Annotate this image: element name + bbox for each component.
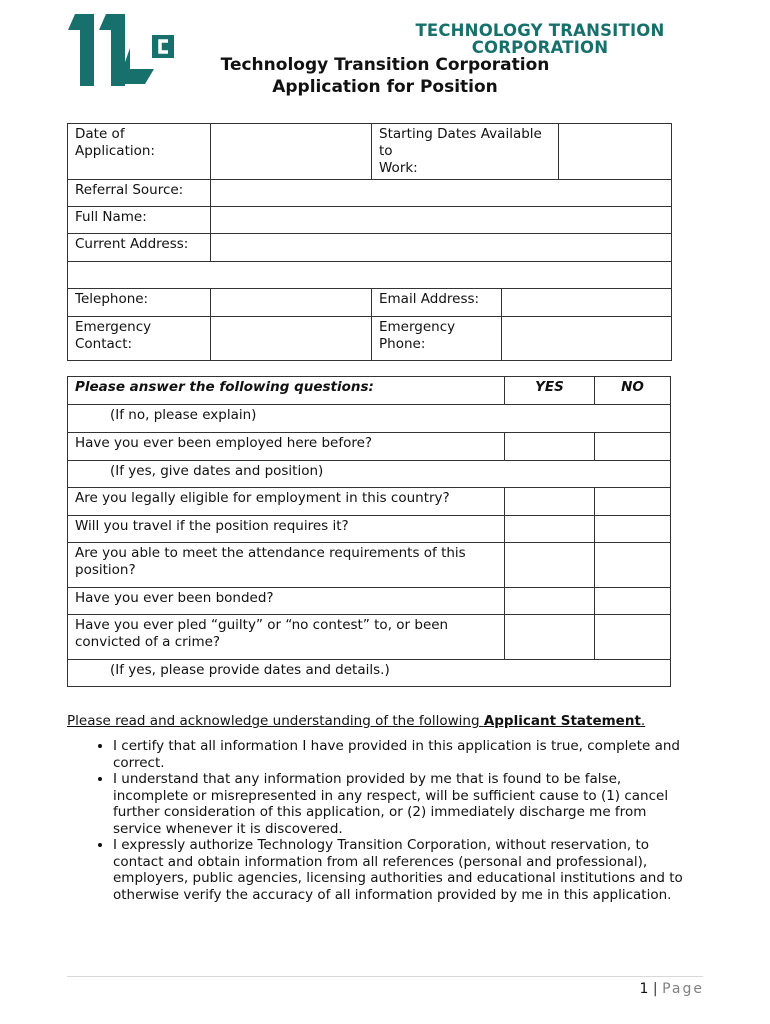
bonded-yes-box[interactable] xyxy=(505,588,595,615)
travel-yes-box[interactable] xyxy=(505,516,595,543)
question-legally-eligible: Are you legally eligible for employment in this country? xyxy=(68,488,505,516)
page-title xyxy=(120,54,650,98)
date-of-application-label xyxy=(68,124,211,180)
questions-header: Please answer the following questions: xyxy=(68,377,505,405)
bonded-no-box[interactable] xyxy=(595,588,671,615)
statement-bullet-certify xyxy=(113,738,743,771)
statement-bullet-understand xyxy=(113,771,743,837)
b2-line3: further consideration of this application, or (2) immediately discharge me from xyxy=(113,804,647,820)
b3-line4: otherwise verify the accuracy of all information provided by me in this application. xyxy=(113,886,672,903)
guilty-line1: Have you ever pled “guilty” or “no contest” to, or been xyxy=(75,617,449,633)
guilty-no-box[interactable] xyxy=(595,615,671,660)
referral-source-label: Referral Source: xyxy=(68,180,211,207)
address-continuation-field[interactable] xyxy=(68,262,672,289)
starting-dates-label xyxy=(372,124,559,180)
guilty-line2: convicted of a crime? xyxy=(75,634,221,650)
b3-line2: contact and obtain information from all references (personal and professional), xyxy=(113,853,648,870)
email-address-label: Email Address: xyxy=(372,289,502,317)
emergency-phone-line1: Emergency xyxy=(379,319,456,335)
b1-line1: I certify that all information I have provided in this application is true, complete and xyxy=(113,738,681,754)
question-attendance xyxy=(68,543,505,588)
statement-intro-period: . xyxy=(640,713,646,729)
dates-details-row[interactable]: (If yes, please provide dates and details.) xyxy=(68,660,671,687)
email-address-field[interactable] xyxy=(502,289,672,317)
title-line-1: Technology Transition Corporation xyxy=(220,55,550,75)
date-of-application-field[interactable] xyxy=(211,124,372,180)
applicant-statement-list xyxy=(70,738,743,903)
employed-before-yes-box[interactable] xyxy=(505,433,595,461)
start-label-line2: Work: xyxy=(379,160,418,176)
start-label-line1: Starting Dates Available to xyxy=(379,126,542,159)
date-label-line2: Application: xyxy=(75,143,155,159)
emergency-contact-line1: Emergency xyxy=(75,319,152,335)
travel-no-box[interactable] xyxy=(595,516,671,543)
statement-intro xyxy=(67,712,707,730)
telephone-label: Telephone: xyxy=(68,289,211,317)
questions-table xyxy=(67,376,671,687)
applicant-info-table xyxy=(67,123,672,361)
emergency-phone-line2: Phone: xyxy=(379,336,426,352)
b1-line2: correct. xyxy=(113,754,165,771)
attendance-yes-box[interactable] xyxy=(505,543,595,588)
eligible-yes-box[interactable] xyxy=(505,488,595,516)
emergency-contact-line2: Contact: xyxy=(75,336,133,352)
applicant-statement-label: Applicant Statement xyxy=(483,713,641,729)
dates-position-row[interactable]: (If yes, give dates and position) xyxy=(68,461,671,488)
emergency-contact-label xyxy=(68,317,211,361)
b3-line1: I expressly authorize Technology Transition Corporation, without reservation, to xyxy=(113,837,650,853)
statement-intro-text: Please read and acknowledge understanding of the following xyxy=(67,713,480,729)
page-number-value: 1 xyxy=(639,981,649,997)
attendance-no-box[interactable] xyxy=(595,543,671,588)
b3-line3: employers, public agencies, licensing authorities and educational institutions and to xyxy=(113,870,683,886)
question-travel: Will you travel if the position requires it? xyxy=(68,516,505,543)
explain-row[interactable]: (If no, please explain) xyxy=(68,405,671,433)
company-name-header xyxy=(400,20,680,57)
emergency-contact-field[interactable] xyxy=(211,317,372,361)
company-name-line1: TECHNOLOGY TRANSITION xyxy=(415,21,665,40)
company-name-line2: CORPORATION xyxy=(471,38,609,57)
full-name-label: Full Name: xyxy=(68,207,211,234)
question-guilty-plea xyxy=(68,615,505,660)
page-word: Page xyxy=(662,981,704,997)
starting-dates-field[interactable] xyxy=(559,124,672,180)
yes-column-header: YES xyxy=(505,377,595,405)
guilty-yes-box[interactable] xyxy=(505,615,595,660)
referral-source-field[interactable] xyxy=(211,180,672,207)
date-label-line1: Date of xyxy=(75,126,125,142)
current-address-label: Current Address: xyxy=(68,234,211,262)
emergency-phone-field[interactable] xyxy=(502,317,672,361)
page-separator: | xyxy=(652,981,658,997)
emergency-phone-label xyxy=(372,317,502,361)
eligible-no-box[interactable] xyxy=(595,488,671,516)
question-bonded: Have you ever been bonded? xyxy=(68,588,505,615)
statement-bullet-authorize xyxy=(113,837,743,903)
telephone-field[interactable] xyxy=(211,289,372,317)
attendance-line2: position? xyxy=(75,562,136,578)
no-column-header: NO xyxy=(595,377,671,405)
footer-divider xyxy=(67,976,703,977)
full-name-field[interactable] xyxy=(211,207,672,234)
b2-line1: I understand that any information provided by me that is found to be false, xyxy=(113,771,622,787)
page-number xyxy=(640,979,704,999)
employed-before-no-box[interactable] xyxy=(595,433,671,461)
question-employed-before: Have you ever been employed here before? xyxy=(68,433,505,461)
b2-line4: service whenever it is discovered. xyxy=(113,820,343,837)
title-line-2: Application for Position xyxy=(272,77,498,97)
attendance-line1: Are you able to meet the attendance requirements of this xyxy=(75,545,466,561)
b2-line2: incomplete or misrepresented in any respect, will be sufficient cause to (1) cancel xyxy=(113,787,669,804)
current-address-field[interactable] xyxy=(211,234,672,262)
